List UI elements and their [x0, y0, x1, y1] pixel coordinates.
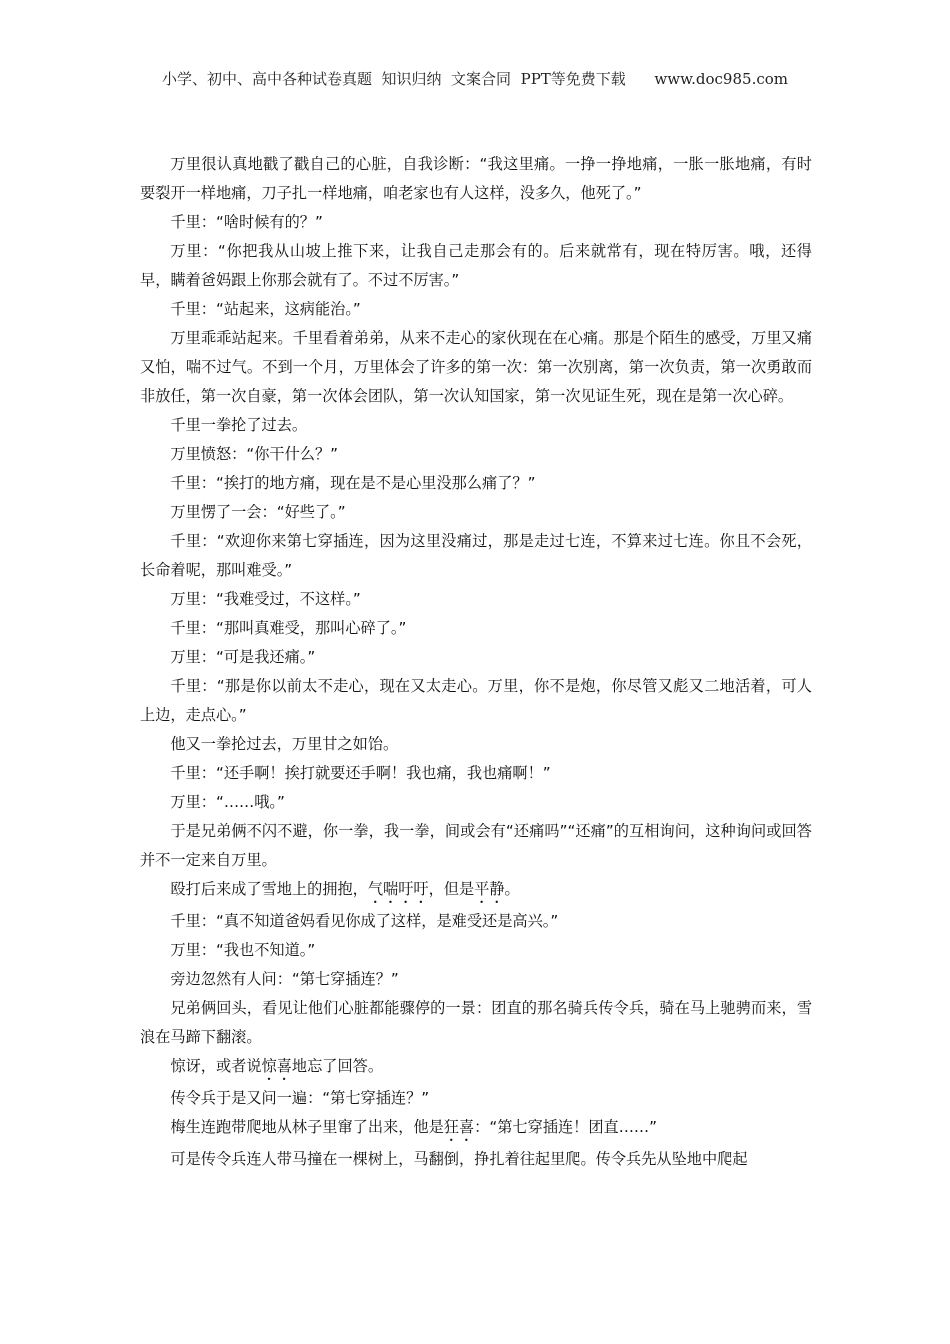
- emphasized-text: 气喘吁吁: [367, 880, 429, 898]
- text-segment: ，但是: [428, 880, 475, 898]
- article-body: [140, 150, 812, 1174]
- text-segment: 梅生连跑带爬地从林子里窜了出来，他是: [170, 1118, 444, 1136]
- text-segment: 殴打后来成了雪地上的拥抱，: [170, 880, 368, 898]
- paragraph: 千里一拳抡了过去。: [170, 416, 308, 434]
- paragraph: 万里：“我也不知道。”: [170, 941, 316, 959]
- paragraph: 千里：“欢迎你来第七穿插连，因为这里没痛过，那是走过七连，不算来过七连。你且不会死，长命着呢，那叫难受。”: [140, 532, 812, 579]
- paragraph: 于是兄弟俩不闪不避，你一拳，我一拳，间或会有“还痛吗”“还痛”的互相询问，这种询问或回答并不一定来自万里。: [140, 822, 812, 869]
- paragraph: 万里：“可是我还痛。”: [170, 648, 316, 666]
- paragraph: 千里：“真不知道爸妈看见你成了这样，是难受还是高兴。”: [170, 912, 559, 930]
- paragraph: 千里：“那叫真难受，那叫心碎了。”: [170, 619, 407, 637]
- paragraph: 千里：“还手啊！挨打就要还手啊！我也痛，我也痛啊！”: [170, 764, 551, 782]
- paragraph: 他又一拳抡过去，万里甘之如饴。: [170, 735, 399, 753]
- paragraph: 传令兵于是又问一遍：“第七穿插连？”: [170, 1089, 430, 1107]
- paragraph-with-emphasis: [140, 1052, 812, 1084]
- paragraph: 千里：“啥时候有的？”: [170, 213, 323, 231]
- emphasized-text: 惊喜: [261, 1057, 292, 1075]
- paragraph-with-emphasis: [140, 875, 812, 907]
- paragraph: 万里愣了一会：“好些了。”: [170, 503, 346, 521]
- paragraph: 万里愤怒：“你干什么？”: [170, 445, 339, 463]
- page-header: 小学、初中、高中各种试卷真题 知识归纳 文案合同 PPT等免费下载 www.doc985.com: [161, 70, 788, 88]
- emphasized-text: 狂喜: [443, 1118, 475, 1136]
- paragraph: 千里：“站起来，这病能治。”: [170, 300, 361, 318]
- text-segment: 。: [504, 880, 520, 898]
- paragraph: 兄弟俩回头，看见让他们心脏都能骤停的一景：团直的那名骑兵传令兵，骑在马上驰骋而来，雪浪在马蹄下翻滚。: [140, 999, 812, 1046]
- paragraph: 千里：“挨打的地方痛，现在是不是心里没那么痛了？”: [170, 474, 536, 492]
- paragraph: 万里：“你把我从山坡上推下来，让我自己走那会有的。后来就常有，现在特厉害。哦，还得早，瞒着爸妈跟上你那会就有了。不过不厉害。”: [140, 242, 812, 289]
- paragraph: 万里：“我难受过，不这样。”: [170, 590, 361, 608]
- text-segment: 地忘了回答。: [291, 1057, 384, 1075]
- paragraph-with-emphasis: [140, 1113, 812, 1145]
- text-segment: ：“第七穿插连！团直……”: [474, 1118, 657, 1136]
- paragraph: 万里很认真地戳了戳自己的心脏，自我诊断：“我这里痛。一挣一挣地痛，一胀一胀地痛，有时要裂开一样地痛，刀子扎一样地痛，咱老家也有人这样，没多久，他死了。”: [140, 155, 812, 202]
- paragraph: 可是传令兵连人带马撞在一棵树上，马翻倒，挣扎着往起里爬。传令兵先从坠地中爬起: [170, 1150, 748, 1168]
- text-segment: 惊讶，或者说: [170, 1057, 262, 1075]
- paragraph: 旁边忽然有人问：“第七穿插连？”: [170, 970, 399, 988]
- paragraph: 千里：“那是你以前太不走心，现在又太走心。万里，你不是炮，你尽管又彪又二地活着，可人上边，走点心。”: [140, 677, 812, 724]
- paragraph: 万里乖乖站起来。千里看着弟弟，从来不走心的家伙现在在心痛。那是个陌生的感受，万里又痛又怕，喘不过气。不到一个月，万里体会了许多的第一次：第一次别离，第一次负责，第一次勇敢而非放任，第一次自豪，第一次体会团队，第一次认知国家，第一次见证生死，现在是第一次心碎。: [140, 329, 812, 405]
- paragraph: 万里：“……哦。”: [170, 793, 285, 811]
- emphasized-text: 平静: [474, 880, 505, 898]
